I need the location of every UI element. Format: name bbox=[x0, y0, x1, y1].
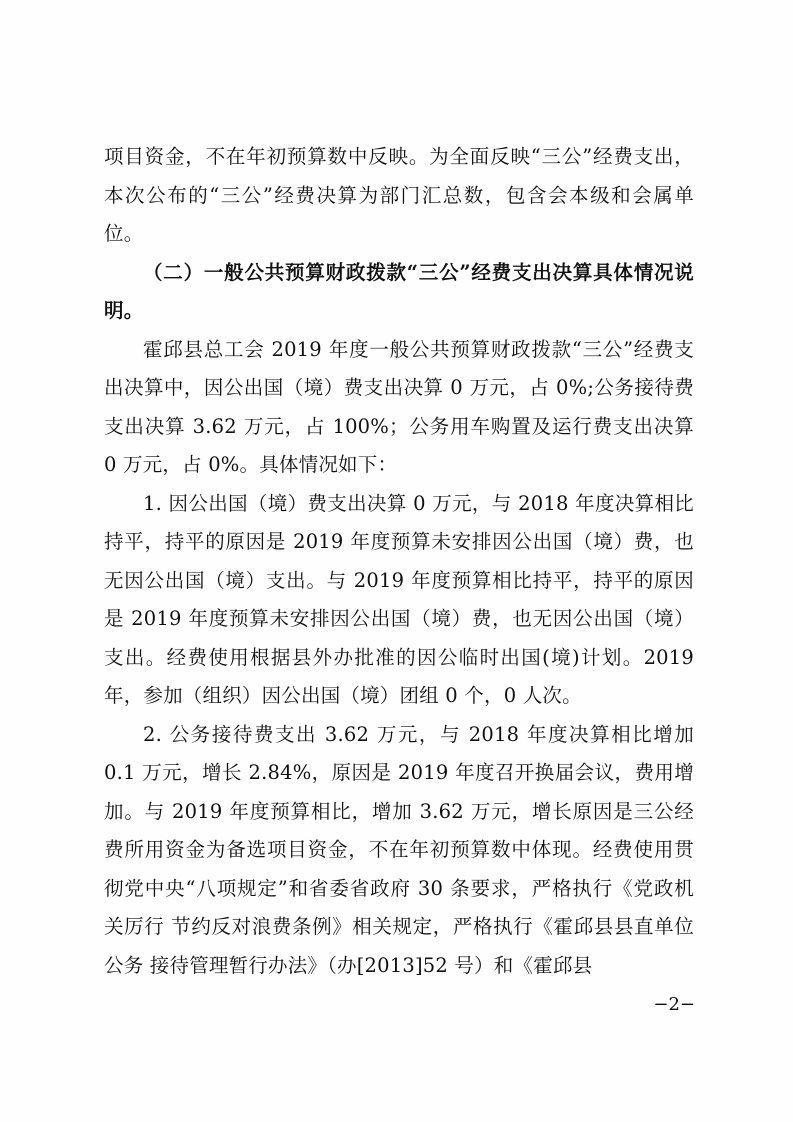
paragraph-5: 2. 公务接待费支出 3.62 万元，与 2018 年度决算相比增加 0.1 万元，增长 2.84%，原因是 2019 年度召开换届会议，费用增加。与 2019 年度预算相比，增加 3.62 万元，增长原因是三公经费所用资金为备选项目资金，不在年初预算数中体现。经费使用贯彻党中央“八项规定”和省委省政府 30 条要求，严格执行《党政机关厉行 节约反对浪费条例》相关规定，严格执行《霍邱县县直单位公务 接待管理暂行办法》（办[2013]52 号）和《霍邱县 bbox=[104, 722, 694, 977]
paragraph-1: 项目资金，不在年初预算数中反映。为全面反映“三公”经费支出，本次公布的“三公”经费决算为部门汇总数，包含会本级和会属单位。 bbox=[104, 145, 694, 245]
document-body bbox=[104, 138, 694, 985]
paragraph-3: 霍邱县总工会 2019 年度一般公共预算财政拨款“三公”经费支出决算中，因公出国（境）费支出决算 0 万元，占 0%;公务接待费支出决算 3.62 万元，占 100%；公务用车购置及运行费支出决算 0 万元，占 0%。具体情况如下： bbox=[104, 337, 694, 476]
paragraph-heading-2: （二）一般公共预算财政拨款“三公”经费支出决算具体情况说明。 bbox=[104, 260, 694, 322]
page-number: −2− bbox=[653, 994, 695, 1015]
paragraph-4: 1. 因公出国（境）费支出决算 0 万元，与 2018 年度决算相比持平，持平的原因是 2019 年度预算未安排因公出国（境）费，也无因公出国（境）支出。与 2019 年度预算相比持平，持平的原因是 2019 年度预算未安排因公出国（境）费，也无因公出国（境）支出。经费使用根据县外办批准的因公临时出国(境)计划。2019 年，参加（组织）因公出国（境）团组 0 个，0 人次。 bbox=[104, 491, 694, 707]
